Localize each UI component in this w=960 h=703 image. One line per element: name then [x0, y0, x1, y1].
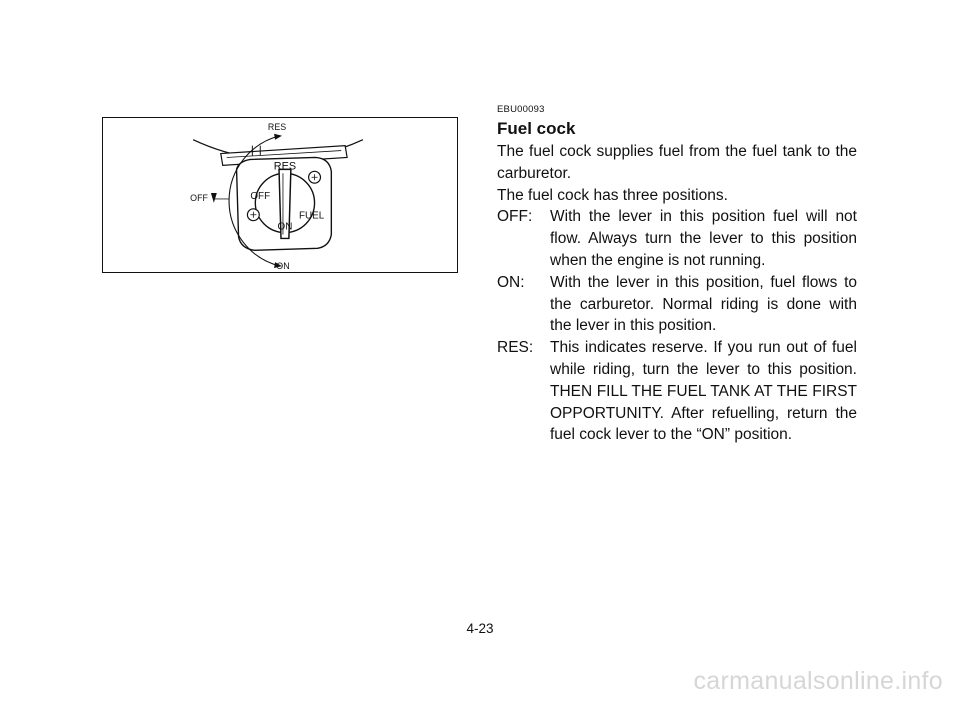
definition-off: [497, 206, 857, 271]
label-off-dial: OFF: [250, 190, 271, 202]
section-code: EBU00093: [497, 104, 545, 115]
page-number: 4-23: [466, 621, 494, 636]
definition-term: ON:: [497, 273, 525, 291]
fuel-cock-illustration: [103, 118, 457, 272]
label-on-dial: ON: [277, 221, 293, 233]
fuel-cock-figure: [102, 117, 458, 273]
label-res-dial: RES: [273, 160, 297, 173]
arrow-res: [274, 134, 282, 140]
definition-on: [497, 272, 857, 337]
definition-description: With the lever in this position, fuel flows to the carburetor. Normal riding is done with the lever in this position.: [550, 273, 857, 335]
section-body: [497, 141, 857, 446]
label-res-outer: RES: [267, 121, 287, 132]
label-off-outer: OFF: [190, 192, 208, 203]
definition-description: With the lever in this position fuel will not flow. Always turn the lever to this position when the engine is not running.: [550, 208, 857, 269]
definition-term: OFF:: [497, 208, 533, 226]
definition-term: RES:: [497, 339, 534, 357]
arrow-off: [211, 193, 217, 203]
label-on-outer: ON: [276, 261, 290, 272]
label-fuel-dial: FUEL: [298, 210, 325, 222]
watermark-text: carmanualsonline.info: [693, 667, 943, 695]
positions-paragraph: The fuel cock has three positions.: [497, 186, 728, 204]
intro-paragraph: The fuel cock supplies fuel from the fuel tank to the carburetor.: [497, 143, 857, 182]
section-title: Fuel cock: [497, 119, 576, 138]
definition-description: This indicates reserve. If you run out of fuel while riding, turn the lever to this position. THEN FILL THE FUEL TANK AT THE FIRST OPPORTUNITY. After refuelling, return the fuel cock lever to the “ON” position.: [550, 339, 857, 444]
definition-res: [497, 337, 857, 446]
